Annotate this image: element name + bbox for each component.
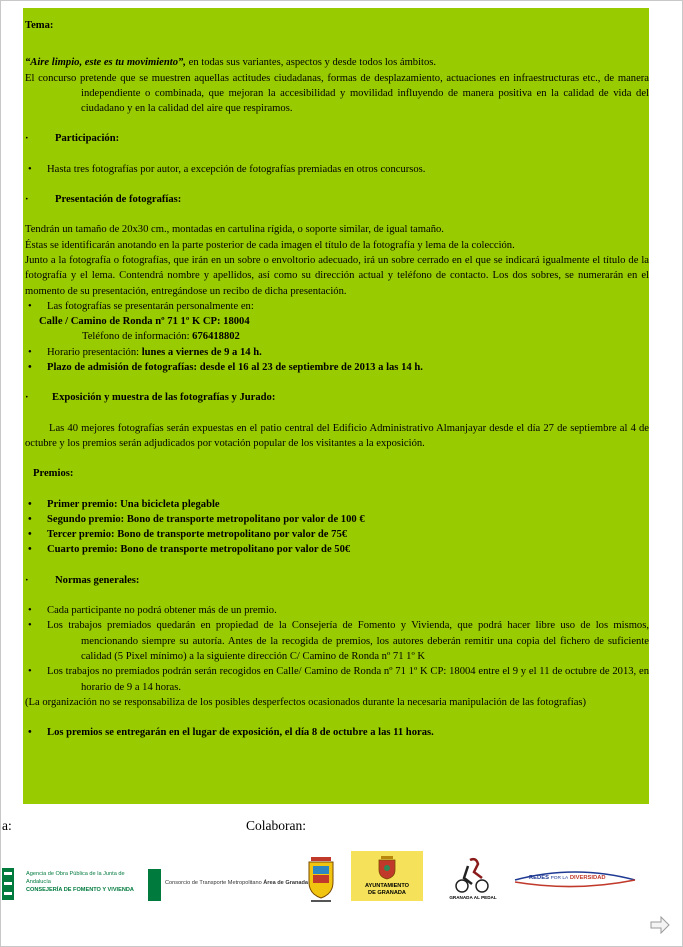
junta-logo-line1: Agencia de Obra Pública de la Junta de Andalucía	[26, 871, 125, 885]
tema-motto-rest: en todas sus variantes, aspectos y desde todos los ámbitos.	[185, 57, 437, 69]
tema-description: El concurso pretende que se muestren aquellas actitudes ciudadanas, formas de desplazamiento, actuaciones en infraestructuras etc., de manera independiente o combinada, que mejoran la accesibilidad y movilidad influyendo de manera positiva en la calidad de vida del ciudadano y en la calidad del aire que respiramos.	[25, 72, 649, 115]
bullet-icon: •	[28, 513, 32, 525]
bullet-icon: •	[28, 346, 32, 358]
bullet-icon: •	[28, 727, 32, 739]
premio-item: • Tercer premio: Bono de transporte metropolitano por valor de 75€	[25, 527, 649, 542]
granada-al-pedal-logo	[448, 856, 498, 904]
normas-item: • Cada participante no podrá obtener más de un premio.	[25, 603, 649, 618]
presentacion-address: Calle / Camino de Ronda nº 71 1º K CP: 18004	[39, 316, 250, 328]
participacion-item: • Hasta tres fotografías por autor, a excepción de fotografías premiadas en otros concursos.	[25, 162, 649, 177]
bullet-icon: •	[28, 605, 32, 617]
normas-item: • Los trabajos premiados quedarán en propiedad de la Consejería de Fomento y Vivienda, que podrá hacer libre uso de los mismos, mencionando siempre su autoría. Antes de la recogida de premios, los autores deberán remitir una copia del fichero de suficiente calidad (5 Pixel mínimo) a la siguiente dirección C/ Camino de Ronda nº 71 1º K	[28, 620, 649, 662]
presentacion-item-delivery: • Las fotografías se presentarán personalmente en:	[25, 299, 649, 314]
bullet-icon: •	[28, 163, 32, 175]
normas-heading: · Normas generales:	[25, 573, 649, 588]
bullet-icon: •	[28, 362, 32, 374]
redes-logo-c: DIVERSIDAD	[569, 875, 606, 881]
bullet-icon: •	[28, 300, 32, 312]
municipal-coat-of-arms-logo	[305, 853, 337, 905]
consorcio-emblem-icon	[148, 869, 161, 901]
tema-motto-line	[25, 55, 649, 70]
colaboran-label: Colaboran:	[246, 818, 306, 833]
presentacion-heading: · Presentación de fotografías:	[25, 192, 649, 207]
junta-andalucia-emblem-icon	[2, 868, 20, 900]
redes-diversidad-logo	[513, 868, 637, 890]
phone-number: 676418802	[192, 331, 240, 343]
normas-item: • Los trabajos no premiados podrán serán recogidos en Calle/ Camino de Ronda nº 71 1º K CP: 18004 entre el 9 y el 11 de octubre de 2013, en horario de 9 a 14 horas.	[28, 666, 649, 693]
next-page-arrow-icon[interactable]	[650, 916, 670, 934]
cyclist-icon	[448, 856, 498, 894]
ayto-logo-line1: AYUNTAMIENTO	[364, 883, 410, 889]
participacion-heading: · Participación:	[25, 131, 649, 146]
tema-motto: “Aire limpio, este es tu movimiento”,	[25, 57, 186, 69]
bullet-icon: •	[28, 666, 32, 678]
premio-item: • Segundo premio: Bono de transporte metropolitano por valor de 100 €	[25, 512, 649, 527]
contest-rules-panel	[23, 8, 649, 804]
exposicion-heading: · Exposición y muestra de las fotografías y Jurado:	[25, 390, 649, 405]
tema-heading: Tema:	[25, 20, 54, 31]
section-marker: ·	[25, 574, 29, 586]
presentacion-size: Tendrán un tamaño de 20x30 cm., montadas en cartulina rígida, o soporte similar, de igual tamaño.	[25, 224, 444, 236]
bullet-icon: •	[28, 544, 32, 556]
normas-disclaimer: (La organización no se responsabiliza de los posibles desperfectos ocasionados durante la necesaria manipulación de las fotografías)	[25, 696, 587, 708]
section-marker: ·	[25, 392, 29, 404]
premios-heading: Premios:	[33, 468, 74, 480]
presentacion-item-deadline: • Plazo de admisión de fotografías: desde el 16 al 23 de septiembre de 2013 a las 14 h.	[25, 360, 649, 375]
presentacion-item-hours: • Horario presentación: lunes a viernes de 9 a 14 h.	[25, 345, 649, 360]
ayuntamiento-granada-logo	[351, 851, 423, 901]
section-marker: ·	[25, 194, 29, 206]
consorcio-transporte-logo	[148, 869, 309, 901]
bullet-icon: •	[28, 620, 32, 632]
premio-item: • Primer premio: Una bicicleta plegable	[25, 497, 649, 512]
presentacion-identification: Éstas se identificarán anotando en la parte posterior de cada imagen el título de la fotografía y lema de la colección.	[25, 239, 515, 251]
bullet-icon: •	[28, 529, 32, 541]
section-marker: ·	[25, 133, 29, 145]
redes-logo-b: POR LA	[550, 876, 569, 881]
coat-of-arms-icon	[305, 853, 337, 905]
organiza-label: a:	[2, 818, 12, 833]
junta-logo-line2: CONSEJERÍA DE FOMENTO Y VIVIENDA	[26, 887, 134, 893]
consorcio-logo-area: Área de Granada	[263, 880, 309, 886]
premio-item: • Cuarto premio: Bono de transporte metropolitano por valor de 50€	[25, 542, 649, 557]
ayto-logo-line2: DE GRANADA	[368, 890, 406, 896]
junta-andalucia-logo	[2, 866, 132, 902]
exposicion-text: Las 40 mejores fotografías serán expuestas en el patio central del Edificio Administrativo Almanjayar desde el día 27 de septiembre al 4 de octubre y los premios serán adjudicados por votación popular de los visitantes a la exposición.	[25, 422, 649, 449]
presentacion-phone-line: Teléfono de información: 676418802	[82, 331, 240, 343]
consorcio-logo-text: Consorcio de Transporte Metropolitano	[165, 880, 262, 886]
redes-logo-a: REDES	[529, 875, 549, 881]
pedal-logo-text: GRANADA AL PEDAL	[449, 895, 497, 900]
granada-crest-icon	[377, 854, 397, 880]
bullet-icon: •	[28, 498, 32, 510]
presentacion-envelopes: Junto a la fotografía o fotografías, que irán en un sobre o envoltorio adecuado, irá un sobre cerrado en el que se indicará igualmente el título de la fotografía y el lema. Contendrá nombre y apellidos, así como su dirección actual y teléfono de contacto. Los dos sobres, se numerarán en el momento de su presentación, entregándose un recibo de dicha presentación.	[25, 254, 649, 297]
normas-final-item: • Los premios se entregarán en el lugar de exposición, el día 8 de octubre a las 11 horas.	[25, 725, 649, 740]
